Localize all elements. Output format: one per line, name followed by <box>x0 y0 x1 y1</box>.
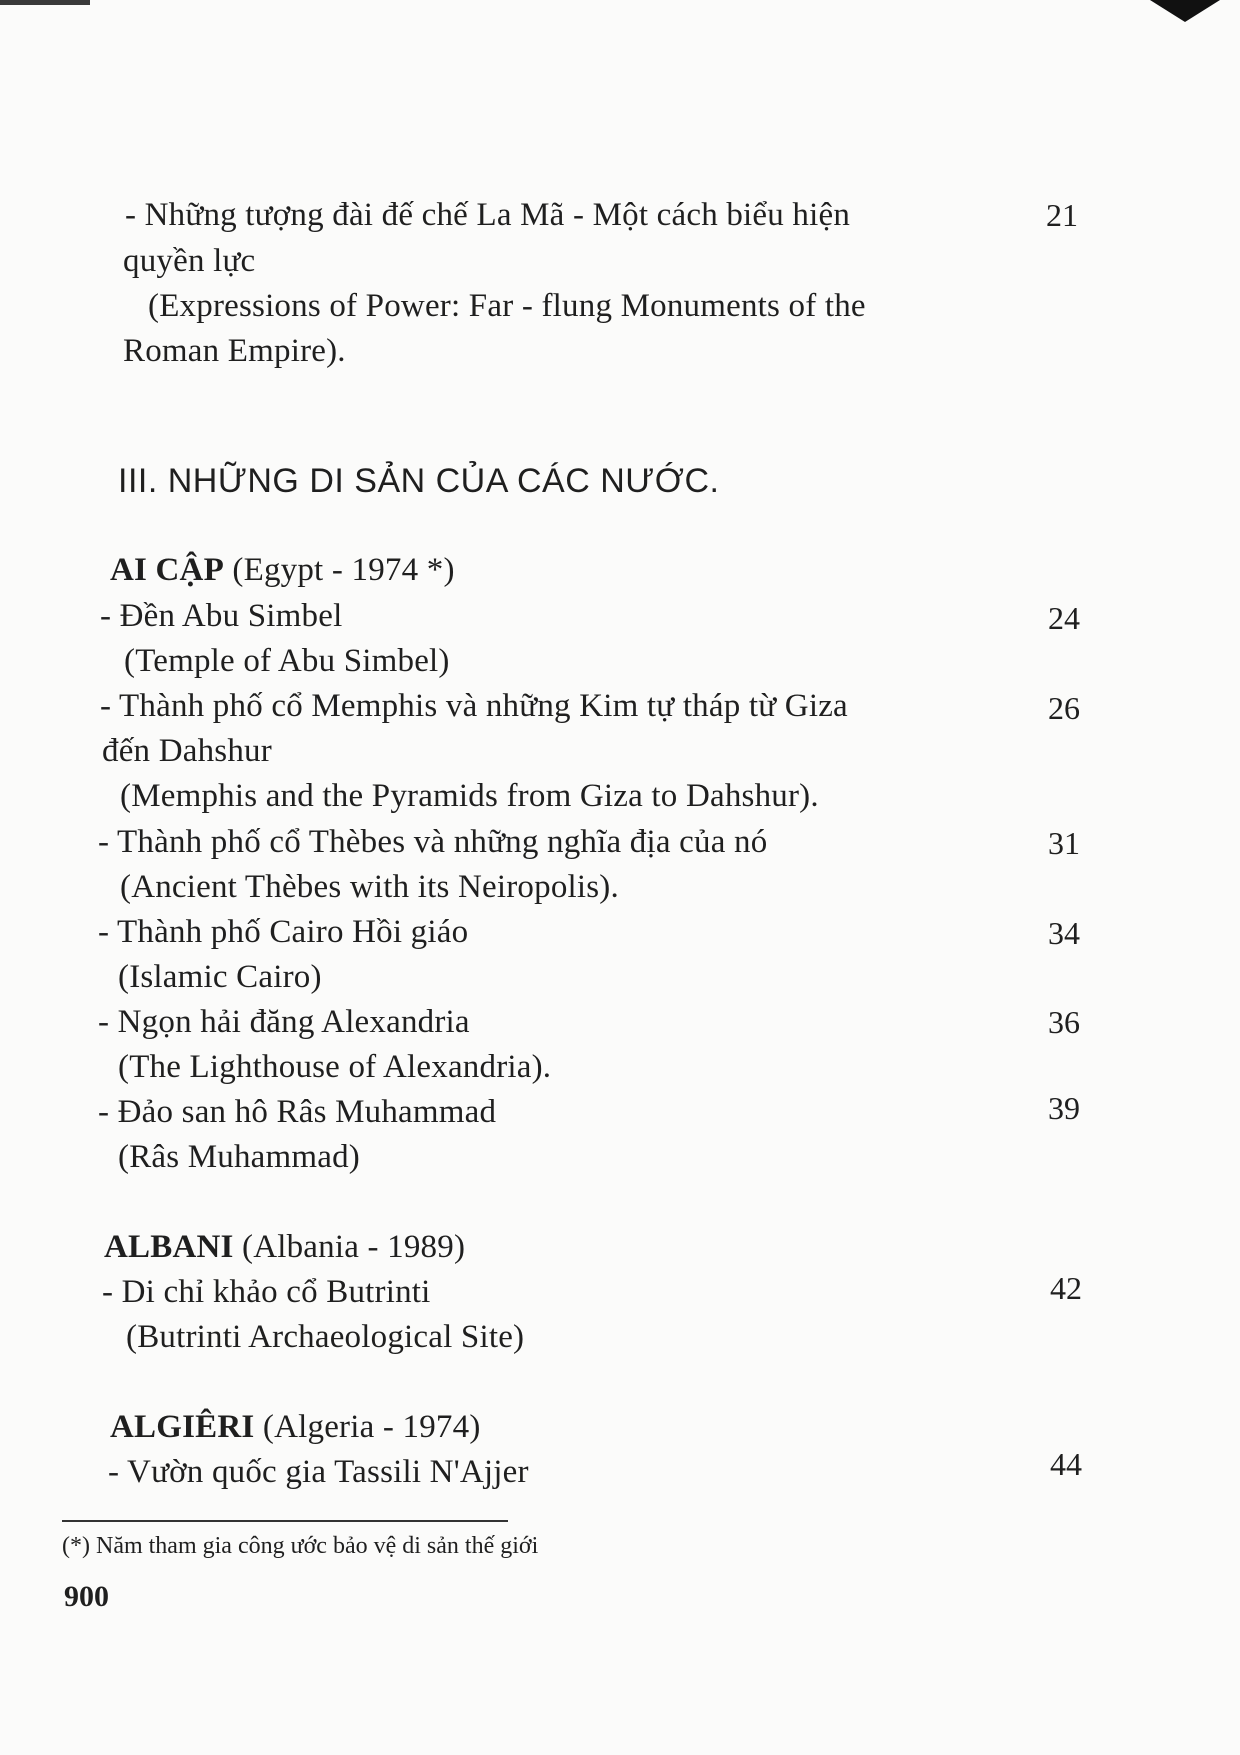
entry-line: đến Dahshur <box>102 733 272 769</box>
entry-line: (The Lighthouse of Alexandria). <box>118 1049 552 1085</box>
entry-line: (Ancient Thèbes with its Neiropolis). <box>120 869 619 905</box>
entry-line: - Ngọn hải đăng Alexandria <box>98 1004 470 1040</box>
entry-page-number: 42 <box>1050 1270 1082 1306</box>
country-heading <box>104 1227 465 1267</box>
entry-line: - Thành phố cổ Memphis và những Kim tự tháp từ Giza <box>100 688 848 724</box>
country-detail: (Albania - 1989) <box>242 1229 466 1265</box>
entry-line: - Thành phố cổ Thèbes và những nghĩa địa của nó <box>98 824 768 860</box>
entry-page-number: 44 <box>1050 1446 1082 1482</box>
country-heading <box>110 1407 481 1447</box>
entry-page-number: 26 <box>1048 690 1080 726</box>
entry-line: (Butrinti Archaeological Site) <box>126 1319 525 1355</box>
country-name: AI CẬP <box>110 552 224 588</box>
entry-page-number: 39 <box>1048 1090 1080 1126</box>
entry-page-number: 31 <box>1048 825 1080 861</box>
entry-page-number: 21 <box>1046 197 1078 233</box>
entry-line: (Memphis and the Pyramids from Giza to Dahshur). <box>120 778 819 814</box>
entry-line: Roman Empire). <box>123 333 346 369</box>
entry-line: - Thành phố Cairo Hồi giáo <box>98 914 469 950</box>
entry-line: - Di chỉ khảo cổ Butrinti <box>102 1274 431 1310</box>
entry-line: (Temple of Abu Simbel) <box>124 643 450 679</box>
entry-line: quyền lực <box>123 243 256 279</box>
entry-line: (Râs Muhammad) <box>118 1139 361 1175</box>
footnote-divider <box>62 1520 508 1522</box>
footnote: (*) Năm tham gia công ước bảo vệ di sản thế giới <box>62 1533 539 1559</box>
entry-page-number: 34 <box>1048 915 1080 951</box>
entry-page-number: 36 <box>1048 1004 1080 1040</box>
country-name: ALBANI <box>104 1229 234 1265</box>
page-number: 900 <box>64 1580 109 1613</box>
country-heading <box>110 550 455 590</box>
section-heading: III. NHỮNG DI SẢN CỦA CÁC NƯỚC. <box>118 462 720 500</box>
entry-line: (Expressions of Power: Far - flung Monuments of the <box>148 288 866 324</box>
entry-line: - Những tượng đài đế chế La Mã - Một cách biểu hiện <box>125 197 851 233</box>
country-detail: (Egypt - 1974 *) <box>232 552 455 588</box>
entry-line: (Islamic Cairo) <box>118 959 322 995</box>
entry-line: - Đền Abu Simbel <box>100 598 343 634</box>
entry-line: - Đảo san hô Râs Muhammad <box>98 1094 497 1130</box>
top-edge-rule <box>0 0 90 5</box>
corner-mark <box>1150 0 1220 22</box>
country-name: ALGIÊRI <box>110 1409 255 1445</box>
entry-line: - Vườn quốc gia Tassili N'Ajjer <box>108 1454 529 1490</box>
country-detail: (Algeria - 1974) <box>262 1409 481 1445</box>
entry-page-number: 24 <box>1048 600 1080 636</box>
